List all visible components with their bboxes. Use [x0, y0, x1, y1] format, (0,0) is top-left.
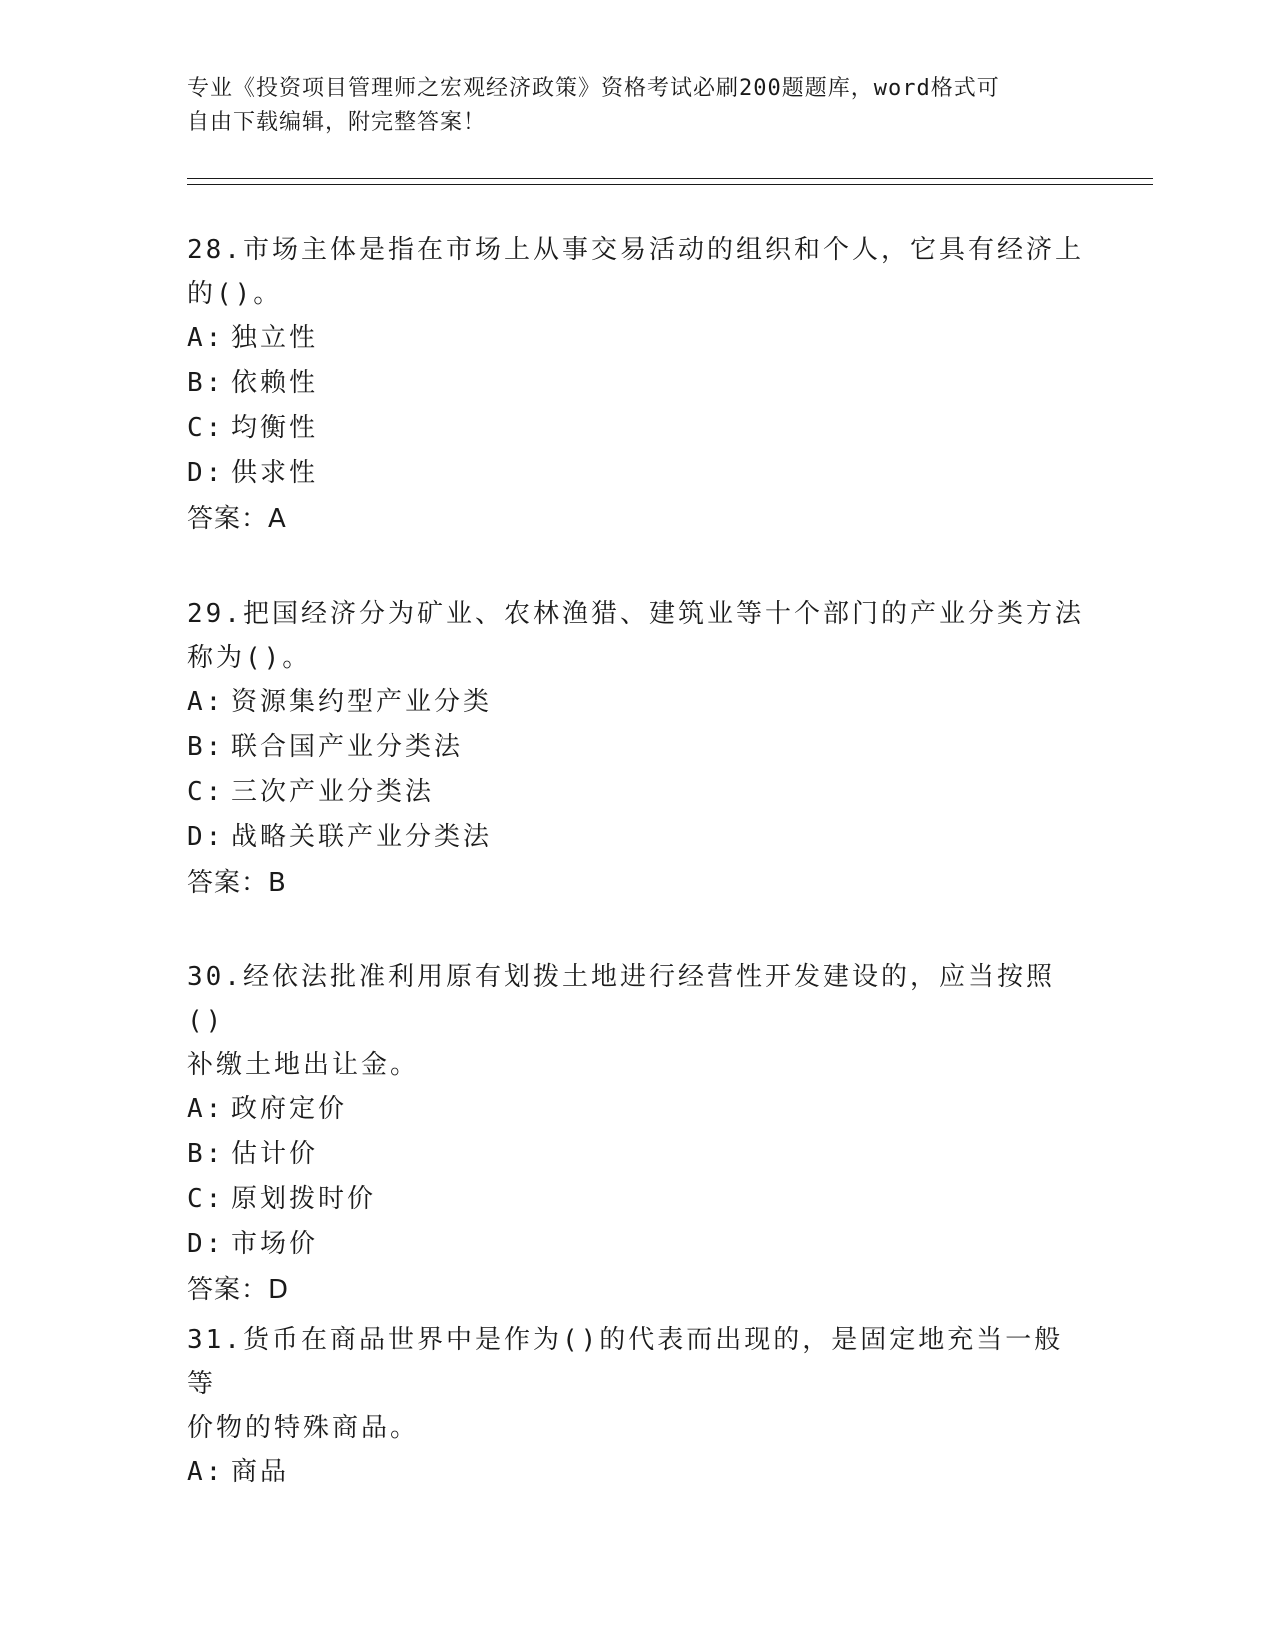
option-d: D: 市场价: [187, 1229, 319, 1259]
question-28: [187, 228, 1087, 542]
document-header: [187, 72, 1087, 140]
question-text: 31.货币在商品世界中是作为()的代表而出现的，是固定地充当一般等 价物的特殊商品。: [187, 1325, 1064, 1443]
option-b: B: 依赖性: [187, 368, 319, 398]
question-text: 28.市场主体是指在市场上从事交易活动的组织和个人，它具有经济上 的()。: [187, 235, 1084, 309]
question-31: [187, 1318, 1087, 1495]
question-text: 30.经依法批准利用原有划拨土地进行经营性开发建设的，应当按照() 补缴土地出让金。: [187, 962, 1055, 1080]
option-c: C: 三次产业分类法: [187, 777, 435, 807]
answer-line: 答案：A: [187, 504, 287, 534]
option-a: A: 资源集约型产业分类: [187, 687, 493, 717]
option-list: [187, 316, 1087, 496]
option-list: [187, 680, 1087, 860]
option-list: [187, 1087, 1087, 1267]
option-b: B: 联合国产业分类法: [187, 732, 464, 762]
option-a: A: 独立性: [187, 323, 319, 353]
option-a: A: 政府定价: [187, 1094, 348, 1124]
option-c: C: 均衡性: [187, 413, 319, 443]
question-text: 29.把国经济分为矿业、农林渔猎、建筑业等十个部门的产业分类方法 称为()。: [187, 599, 1084, 673]
option-d: D: 供求性: [187, 458, 319, 488]
header-line-2: 自由下载编辑，附完整答案！: [187, 110, 487, 135]
answer-line: 答案：B: [187, 868, 287, 898]
header-divider-top: [187, 178, 1153, 179]
answer-value: A: [268, 504, 287, 534]
question-29: [187, 592, 1087, 906]
option-d: D: 战略关联产业分类法: [187, 822, 493, 852]
answer-value: D: [268, 1275, 290, 1305]
header-line-1: 专业《投资项目管理师之宏观经济政策》资格考试必刷200题题库，word格式可: [187, 76, 1000, 101]
option-a: A: 商品: [187, 1457, 290, 1487]
answer-line: 答案：D: [187, 1275, 290, 1305]
option-c: C: 原划拨时价: [187, 1184, 377, 1214]
option-list: [187, 1450, 1087, 1495]
answer-value: B: [268, 868, 287, 898]
header-divider-bottom: [187, 184, 1153, 185]
option-b: B: 估计价: [187, 1139, 319, 1169]
question-30: [187, 955, 1087, 1313]
